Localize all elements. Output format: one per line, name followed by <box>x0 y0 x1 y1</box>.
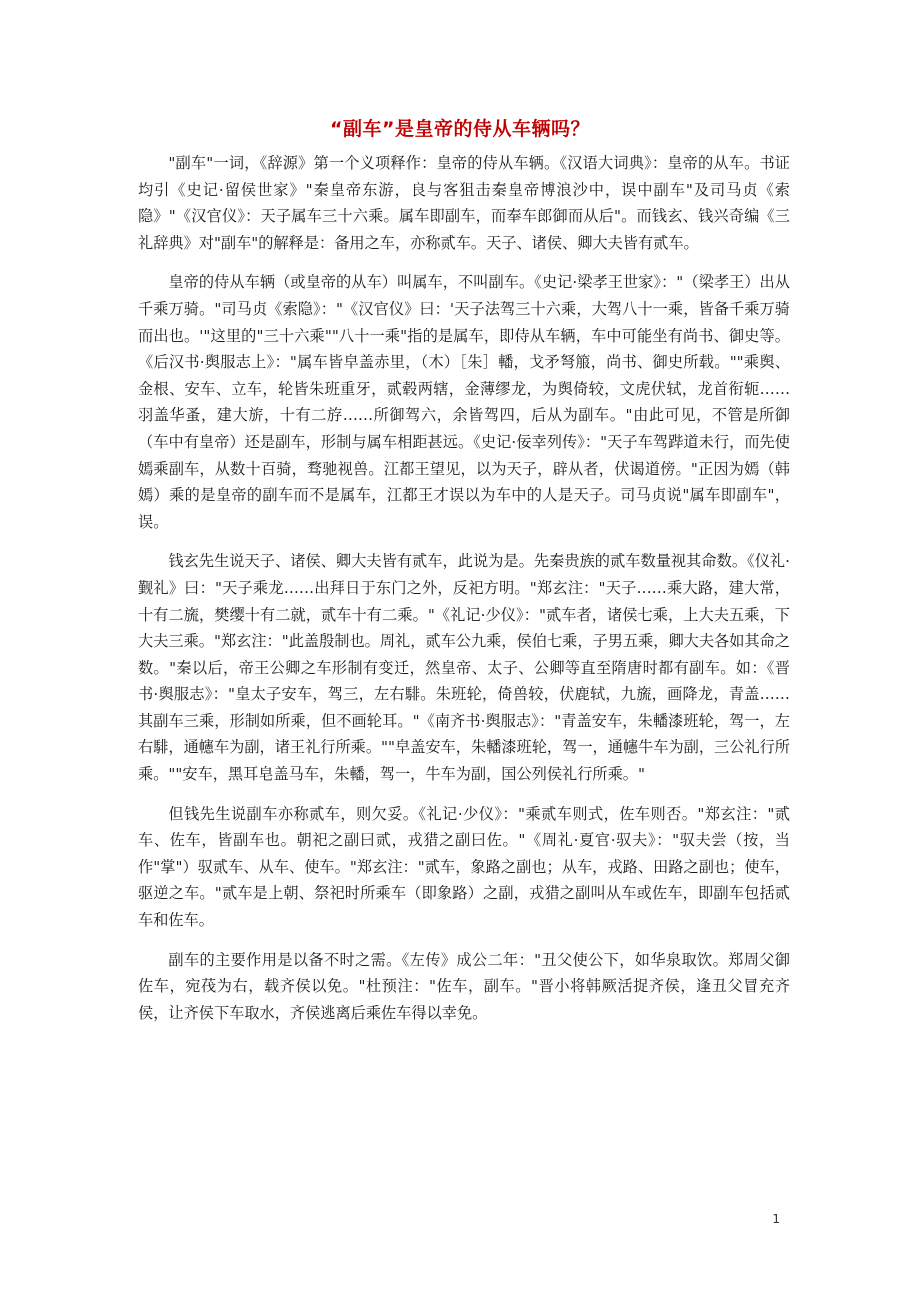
paragraph-2: 皇帝的侍从车辆（或皇帝的从车）叫属车，不叫副车。《史记·梁孝王世家》："（梁孝王）出从千乘万骑。"司马贞《索隐》："《汉官仪》曰：'天子法驾三十六乘，大驾八十一乘，皆备千乘万骑而出也。'"这里的"三十六乘""八十一乘"指的是属车，即侍从车辆，车中可能坐有尚书、御史等。《后汉书·舆服志上》："属车皆皁盖赤里，（木）［朱］轓，戈矛弩箙，尚书、御史所载。""乘舆、金根、安车、立车，轮皆朱班重牙，贰毂两辖，金薄缪龙，为舆倚较，文虎伏轼，龙首衔轭……羽盖华蚤，建大旂，十有二斿……所御驾六，余皆驾四，后从为副车。"由此可见，不管是所御（车中有皇帝）还是副车，形制与属车相距甚远。《史记·佞幸列传》："天子车驾跸道未行，而先使嫣乘副车，从数十百骑，骛驰视兽。江都王望见，以为天子，辟从者，伏谒道傍。"正因为嫣（韩嫣）乘的是皇帝的副车而不是属车，江都王才误以为车中的人是天子。司马贞说"属车即副车"，误。 <box>138 273 790 531</box>
paragraph-1: "副车"一词，《辞源》第一个义项释作：皇帝的侍从车辆。《汉语大词典》：皇帝的从车。书证均引《史记·留侯世家》"秦皇帝东游，良与客狙击秦皇帝博浪沙中，误中副车"及司马贞《索隐》"《汉官仪》：天子属车三十六乘。属车即副车，而奉车郎御而从后"。而钱玄、钱兴奇编《三礼辞典》对"副车"的解释是：备用之车，亦称贰车。天子、诸侯、卿大夫皆有贰车。 <box>138 154 790 252</box>
paragraph-4: 但钱先生说副车亦称贰车，则欠妥。《礼记·少仪》："乘贰车则式，佐车则否。"郑玄注："贰车、佐车，皆副车也。朝祀之副曰贰，戎猎之副曰佐。"《周礼·夏官·驭夫》："驭夫尝（按，当作"掌"）驭贰车、从车、使车。"郑玄注："贰车，象路之副也；从车，戎路、田路之副也；使车，驱逆之车。"贰车是上朝、祭祀时所乘车（即象路）之副，戎猎之副叫从车或佐车，即副车包括贰车和佐车。 <box>138 804 790 930</box>
paragraph-3: 钱玄先生说天子、诸侯、卿大夫皆有贰车，此说为是。先秦贵族的贰车数量视其命数。《仪礼·觐礼》曰："天子乘龙……出拜日于东门之外，反祀方明。"郑玄注："天子……乘大路，建大常，十有二旒，樊缨十有二就，贰车十有二乘。"《礼记·少仪》："贰车者，诸侯七乘，上大夫五乘，下大夫三乘。"郑玄注："此盖殷制也。周礼，贰车公九乘，侯伯七乘，子男五乘，卿大夫各如其命之数。"秦以后，帝王公卿之车形制有变迁，然皇帝、太子、公卿等直至隋唐时都有副车。如：《晋书·舆服志》："皇太子安车，驾三，左右騑。朱班轮，倚兽较，伏鹿轼，九旒，画降龙，青盖……其副车三乘，形制如所乘，但不画轮耳。"《南齐书·舆服志》："青盖安车，朱轓漆班轮，驾一，左右騑，通幰车为副，诸王礼行所乘。""皁盖安车，朱轓漆班轮，驾一，通幰牛车为副，三公礼行所乘。""安车，黑耳皂盖马车，朱轓，驾一，牛车为副，国公列侯礼行所乘。" <box>138 552 790 784</box>
article-title: “副车”是皇帝的侍从车辆吗？ <box>330 118 590 140</box>
paragraph-5: 副车的主要作用是以备不时之需。《左传》成公二年："丑父使公下，如华泉取饮。郑周父御佐车，宛茷为右，载齐侯以免。"杜预注："佐车，副车。"晋小将韩厥活捉齐侯，逢丑父冒充齐侯，让齐侯下车取水，齐侯逃离后乘佐车得以幸免。 <box>138 950 790 1022</box>
page-number: 1 <box>772 1212 780 1226</box>
article-body <box>138 150 790 1039</box>
